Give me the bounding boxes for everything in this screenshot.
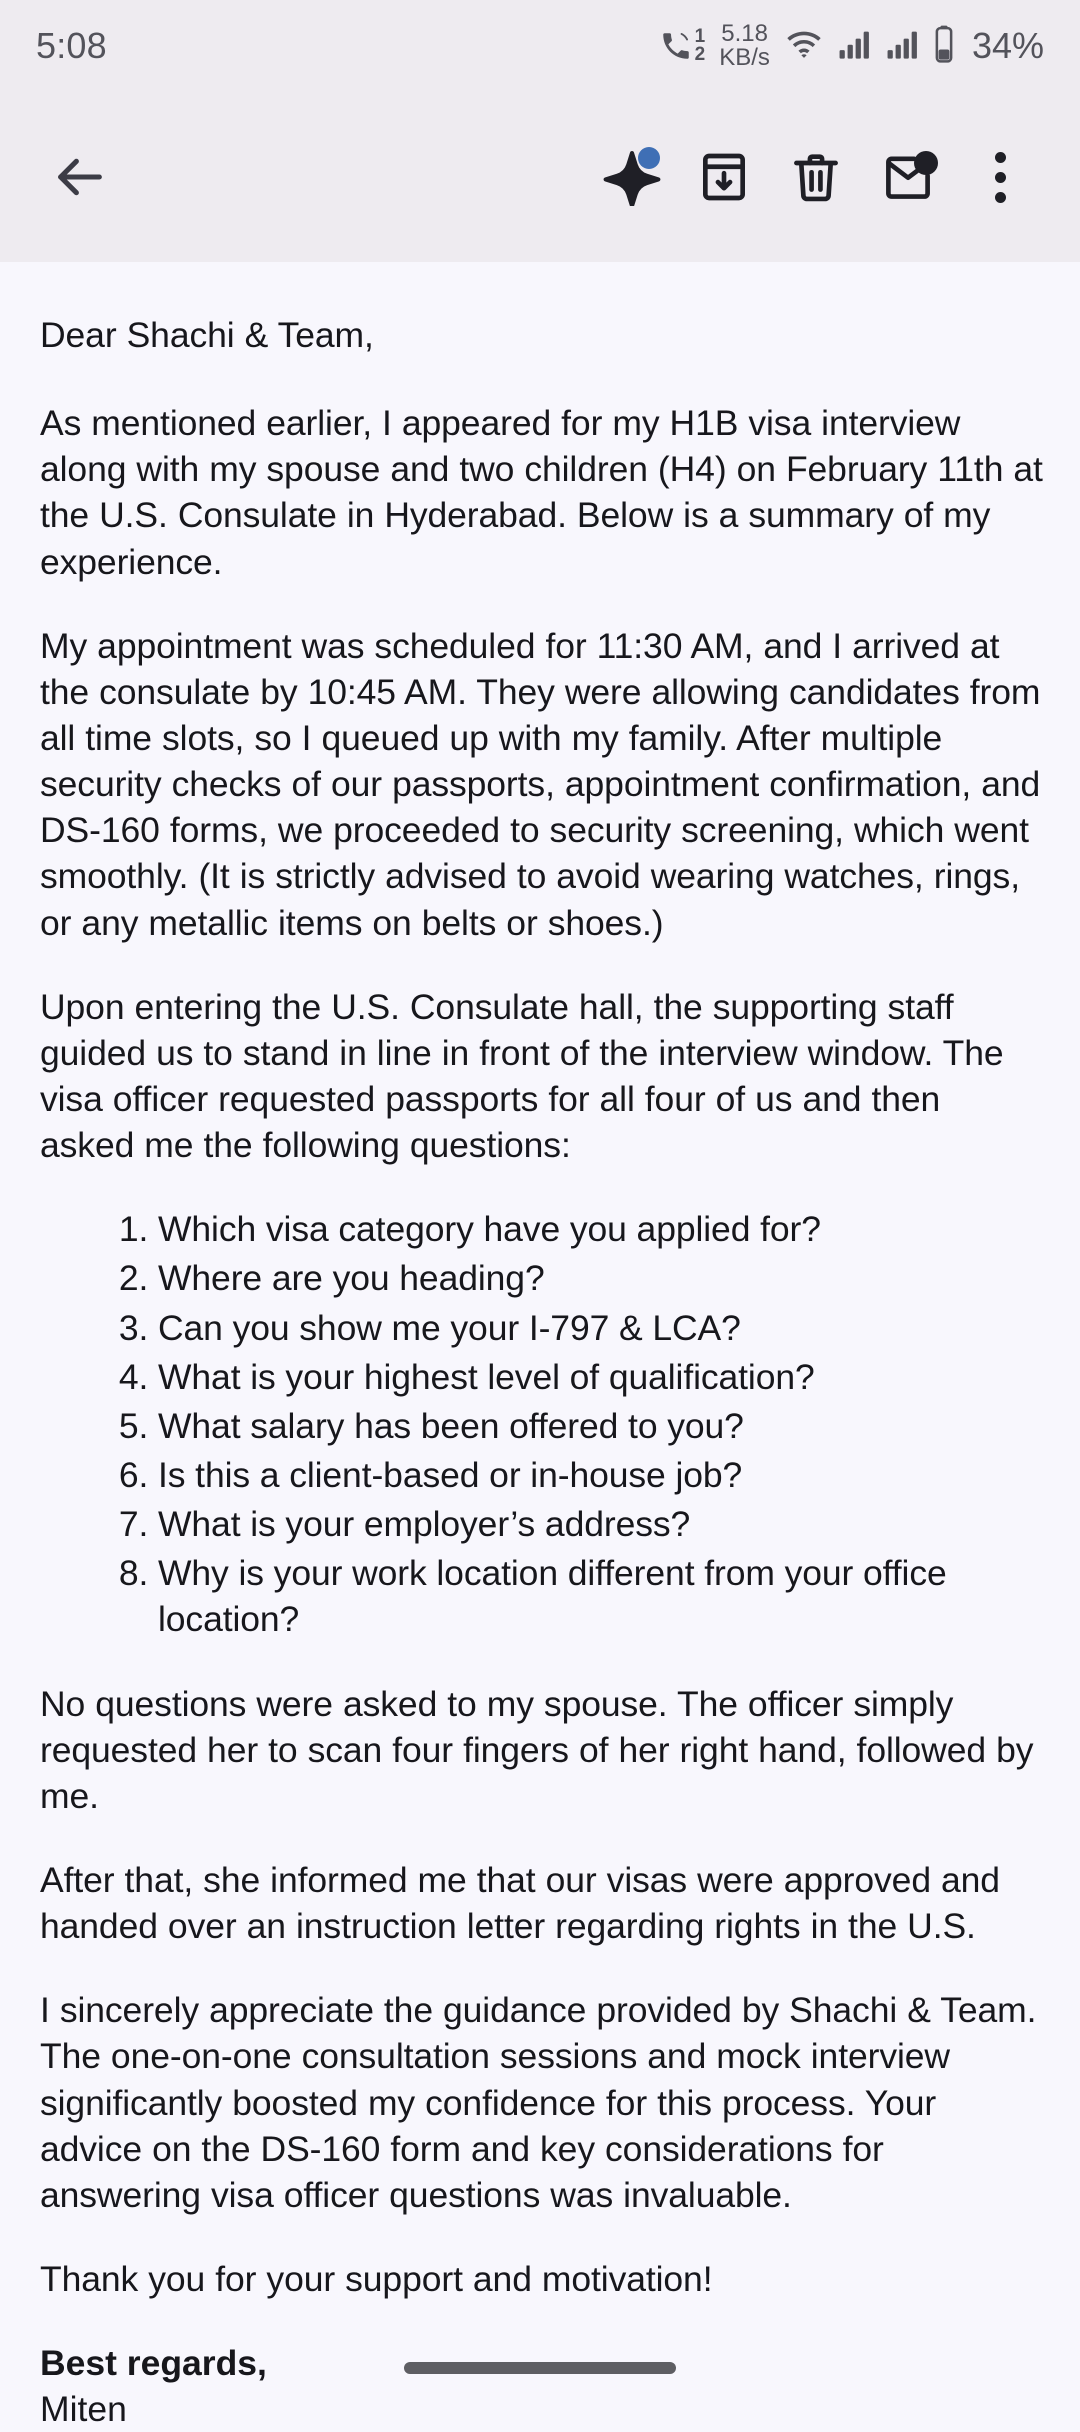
email-paragraph: Upon entering the U.S. Consulate hall, the supporting staff guided us to stand in line in front of the interview window. The visa officer requested passports for all four of us and then asked me the following questions:: [40, 984, 1044, 1169]
archive-button[interactable]: [678, 131, 770, 223]
ai-badge-dot: [638, 147, 660, 169]
back-arrow-icon: [51, 148, 109, 206]
list-item: 3. Can you show me your I-797 & LCA?: [158, 1305, 1044, 1351]
unread-badge-dot: [914, 151, 938, 175]
phone-signal-icon: [659, 28, 706, 64]
status-bar: [0, 0, 1080, 92]
cellular-signal-icon: [886, 27, 920, 66]
back-button[interactable]: [34, 131, 126, 223]
email-paragraph: Thank you for your support and motivation!: [40, 2256, 1044, 2302]
status-clock: 5:08: [36, 25, 107, 67]
sim-number-2: 2: [695, 46, 706, 64]
cellular-signal-icon: [838, 27, 872, 66]
list-item: 7. What is your employer’s address?: [158, 1501, 1044, 1547]
kebab-menu-icon: [995, 152, 1006, 203]
battery-icon: [934, 25, 954, 68]
trash-icon: [788, 149, 844, 205]
sim-number-1: 1: [695, 28, 706, 46]
email-sender-name: Miten: [40, 2386, 1044, 2432]
email-paragraph: As mentioned earlier, I appeared for my H1B visa interview along with my spouse and two children (H4) on February 11th at the U.S. Consulate in Hyderabad. Below is a summary of my experience.: [40, 400, 1044, 585]
email-action-toolbar: [0, 92, 1080, 262]
email-paragraph: My appointment was scheduled for 11:30 AM, and I arrived at the consulate by 10:45 AM. They were allowing candidates from all time slots, so I queued up with my family. After multiple security checks of our passports, appointment confirmation, and DS-160 forms, we proceeded to security screening, which went smoothly. (It is strictly advised to avoid wearing watches, rings, or any metallic items on belts or shoes.): [40, 623, 1044, 946]
list-item: 6. Is this a client-based or in-house job?: [158, 1452, 1044, 1498]
network-speed-value: 5.18: [721, 22, 768, 46]
delete-button[interactable]: [770, 131, 862, 223]
network-speed-indicator: [719, 22, 770, 71]
email-paragraph: I sincerely appreciate the guidance provided by Shachi & Team. The one-on-one consultation sessions and mock interview significantly boosted my confidence for this process. Your advice on the DS-160 form and key considerations for answering visa officer questions was invaluable.: [40, 1987, 1044, 2218]
list-item: 1. Which visa category have you applied for?: [158, 1206, 1044, 1252]
list-item: 8. Why is your work location different from your office location?: [158, 1550, 1044, 1642]
email-paragraph: No questions were asked to my spouse. The officer simply requested her to scan four fingers of her right hand, followed by me.: [40, 1681, 1044, 1819]
system-navigation-bar: [0, 2336, 1080, 2400]
home-gesture-pill[interactable]: [404, 2362, 676, 2374]
battery-percent-label: 34%: [972, 25, 1044, 67]
list-item: 5. What salary has been offered to you?: [158, 1403, 1044, 1449]
ai-summarize-button[interactable]: [586, 131, 678, 223]
email-paragraph: After that, she informed me that our visas were approved and handed over an instruction letter regarding rights in the U.S.: [40, 1857, 1044, 1949]
status-icons: [659, 22, 1044, 71]
archive-icon: [696, 149, 752, 205]
network-speed-unit: KB/s: [719, 46, 770, 70]
mark-unread-button[interactable]: [862, 131, 954, 223]
interview-questions-list: [40, 1206, 1044, 1642]
email-signoff: Best regards,: [40, 2340, 1044, 2386]
wifi-icon: [784, 27, 824, 66]
more-options-button[interactable]: [954, 131, 1046, 223]
list-item: 4. What is your highest level of qualification?: [158, 1354, 1044, 1400]
email-greeting: Dear Shachi & Team,: [40, 312, 1044, 358]
email-body: [0, 262, 1080, 2432]
list-item: 2. Where are you heading?: [158, 1255, 1044, 1301]
